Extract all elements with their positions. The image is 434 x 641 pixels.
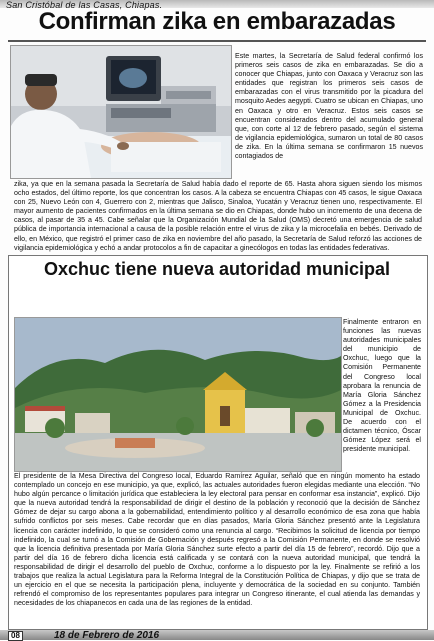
page-number: 08 bbox=[8, 631, 23, 641]
zika-article-intro: Este martes, la Secretaría de Salud federal confirmó los primeros seis casos de zika en embarazadas. Se dio a conocer que Chiapas, junto con Oaxaca y Veracruz son las entidades que registran los primeros seis casos de embarazadas con el virus transmitido por la picadura del mosquito Aedes aegypti. Cuatro se ubican en Chiapas, uno en Oaxaca y otro en Veracruz. Estos seis casos se encuentran considerados dentro del acumulado general que, con corte al 12 de febrero pasado, según el sistema de vigilancia epidemiológica, sumaron un total de 80 casos de zika. En la última semana se confirmaron 15 nuevos contagiados de bbox=[235, 52, 423, 161]
headline-rule bbox=[8, 40, 426, 42]
oxchuc-article-body: El presidente de la Mesa Directiva del Congreso local, Eduardo Ramírez Aguilar, señaló que en ningún momento ha estado contemplado un concejo en ese municipio, ya que, explicó, las actuales autoridades fueron elegidas mediante una elección. “No hubo algún percance o limitación jurídica que estableciera la ley electoral para pensar en conformar esa instancia”, explicó. Dijo que la nueva autoridad tendrá la responsabilidad de dirigir el destino de la población y reconoció que la decisión de Sánchez Gómez de dejar su cargo abona a la gobernabilidad, entendimiento político y al desarrollo económico de esa zona que había sufrido conflictos por seis meses. Cabe recordar que en días pasados, María Gloria Sánchez presentó ante la Legislatura licencia con carácter indefinido, lo que se consideró como una renuncia al cargo. “Recibimos la solicitud de licencia por tiempo indefinido, la cual se turnó a la Comisión de Gobernación y después regresó a la Comisión Permanente, en donde se resolvió que la licencia definitiva presentada por María Gloria Sánchez surte efecto a partir del día 15 de febrero”, recordó. Dijo que a partir del día 16 de febrero dicha licencia está calificada y se contará con la nueva autoridad municipal, que tendrá la responsabilidad de dirigir el desarrollo del pueblo de Oxchuc, conforme a lo dispuesto por la ley. Finalmente se refirió a los trabajos que realiza la actual Legislatura para la Reforma Integral de la Constitución Política de Chiapas, y dijo que se trata de un ejercicio en el que se necesita la participación plena, incluyente y democrática de la sociedad en su conjunto. También refrendó el compromiso de los representantes populares para integrar un Congreso itinerante, el cual atienda las demandas y necesidades de los chiapanecos en cada una de las regiones de la entidad. bbox=[14, 472, 420, 608]
headline-zika: Confirman zika en embarazadas bbox=[38, 8, 396, 35]
ultrasound-photo bbox=[10, 45, 232, 179]
oxchuc-town-photo bbox=[14, 317, 342, 472]
zika-article-body: zika, ya que en la semana pasada la Secretaría de Salud había dado el reporte de 65. Hasta ahora siguen siendo los mismos ocho estados, del último reporte, los que concentran los casos. A la cabeza se encuentra Chiapas con 45 casos, le sigue Oaxaca con 25, Nuevo León con 4, Guerrero con 2, mientras que Jalisco, Sinaloa, Yucatán y Veracruz tienen uno, respectivamente. El mayor aumento de pacientes confirmados en la última semana se dio en Chiapas, donde hubo un incremento de una decena de casos, al pasar de 35 a 45. Cabe señalar que la Organización Mundial de la Salud (OMS) decretó una emergencia de salud pública de importancia internacional a causa de la posible relación entre el virus de zika y la microcefalia en bebés. Derivado de ello, en México, que registró el primer caso de zika en noviembre del año pasado, la Secretaría de Salud reforzó las acciones de vigilancia epidemiológica y echó a andar protocolos a fin de capacitar a ginecólogos en todas las entidades federativas. bbox=[14, 180, 422, 252]
headline-oxchuc: Oxchuc tiene nueva autoridad municipal bbox=[43, 259, 391, 279]
oxchuc-article-intro: Finalmente entraron en funciones las nuevas autoridades municipales del municipio de Oxchuc, luego que la Comisión Permanente del Congreso local aprobara la renuncia de María Gloria Sánchez Gómez a la Presidencia Municipal de Oxchuc. De acuerdo con el dictamen técnico, Óscar Gómez López será el presidente municipal. bbox=[343, 318, 421, 454]
issue-date: 18 de Febrero de 2016 bbox=[54, 630, 160, 641]
place-label: San Cristóbal de las Casas, Chiapas. bbox=[6, 0, 163, 10]
